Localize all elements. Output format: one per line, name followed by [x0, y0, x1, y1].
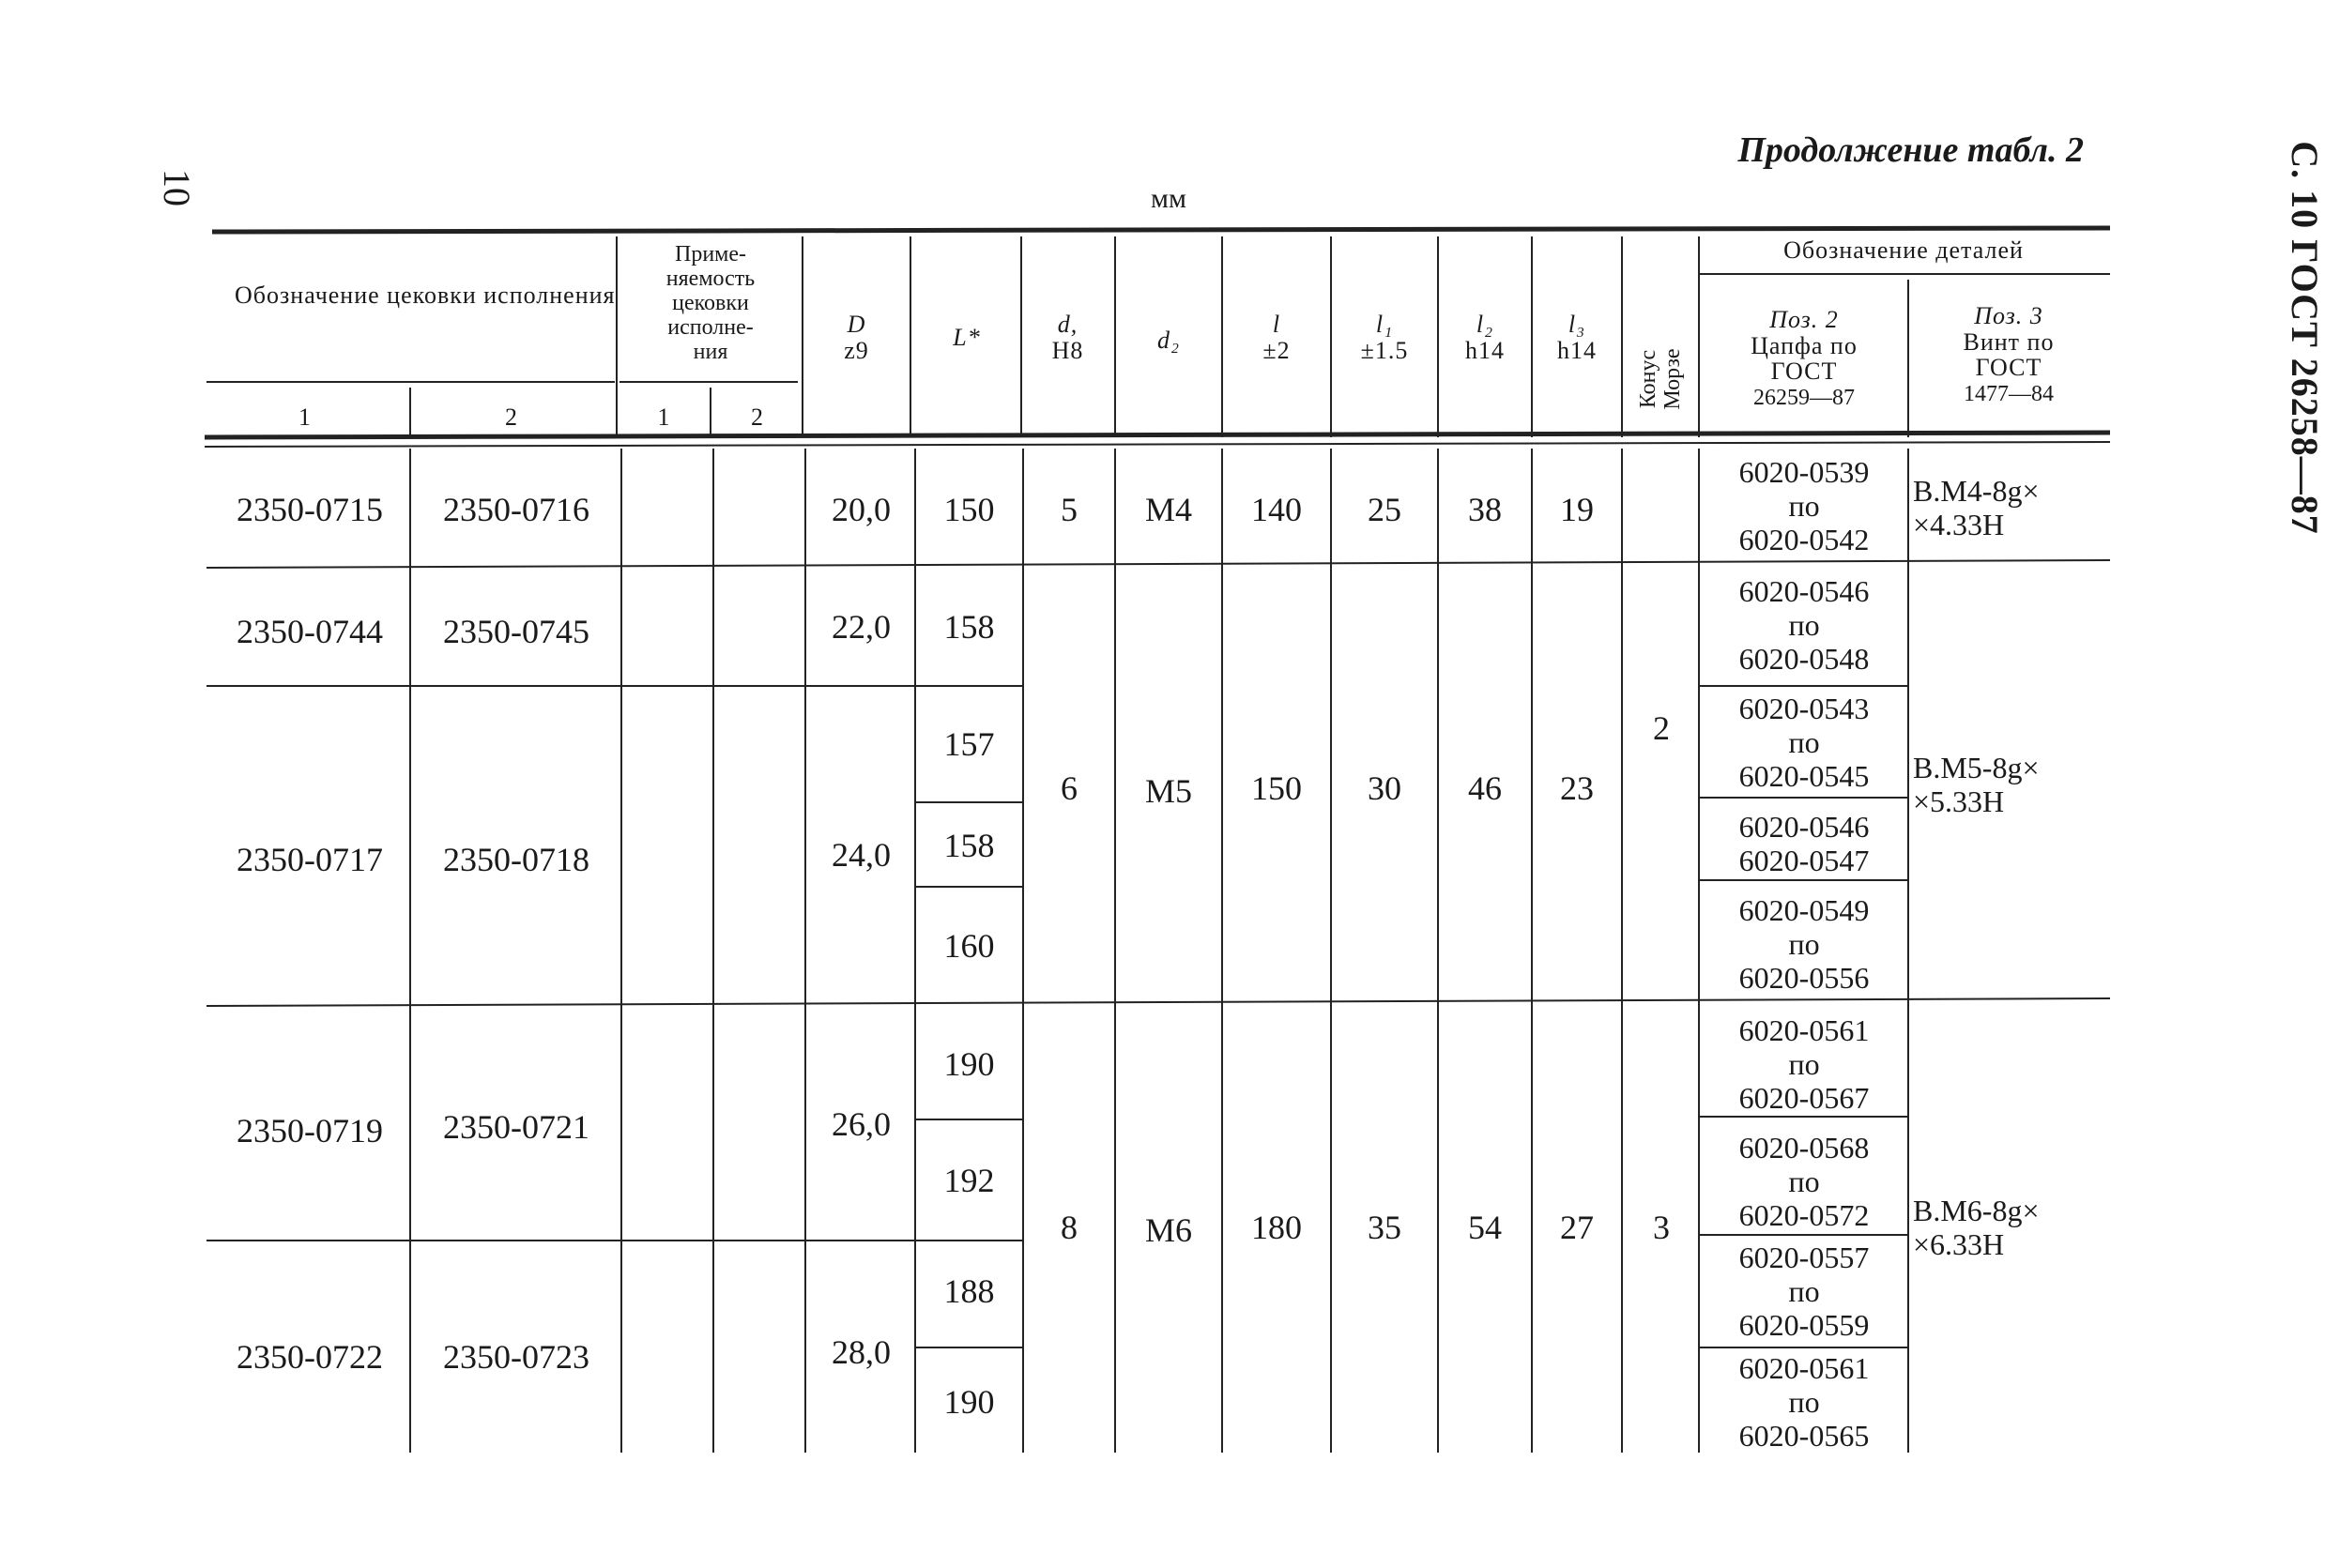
row4-designation2: 2350-0721	[443, 1108, 589, 1146]
group1-l: 140	[1251, 491, 1302, 528]
row1-designation2: 2350-0716	[443, 491, 589, 528]
header-applicability-col1: 1	[657, 403, 671, 431]
header-morse-taper: Конус Морзе	[1636, 348, 1685, 410]
row5-L1: 188	[943, 1272, 995, 1310]
group3-l1: 35	[1368, 1209, 1401, 1246]
header-l-tolerance: ±2	[1262, 337, 1291, 364]
group2-l1: 30	[1368, 769, 1401, 807]
row4-L2: 192	[943, 1162, 995, 1199]
header-pos3-desc: Винт по ГОСТ	[1963, 328, 2055, 381]
header-d: d,	[1057, 311, 1078, 338]
row3-L3: 160	[943, 927, 995, 965]
header-d2: d₂	[1156, 327, 1181, 354]
group1-l3: 19	[1560, 491, 1594, 528]
header-l1: l₁	[1375, 311, 1394, 338]
header-D-tolerance: z9	[844, 337, 869, 364]
header-L: L*	[953, 324, 981, 351]
header-designation: Обозначение цековки исполнения	[235, 282, 616, 309]
group1-d: 5	[1061, 491, 1078, 528]
row2-designation1: 2350-0744	[237, 613, 383, 650]
row2-D: 22,0	[832, 608, 891, 646]
group3-d: 8	[1061, 1209, 1078, 1246]
row1-L: 150	[943, 491, 995, 528]
row4-D: 26,0	[832, 1105, 891, 1143]
header-applicability-col2: 2	[751, 403, 764, 431]
header-l1-tolerance: ±1.5	[1360, 337, 1409, 364]
morse-taper-2: 2	[1653, 709, 1670, 747]
pos3-screw-m6: B.M6-8g× ×6.33H	[1913, 1194, 2040, 1261]
units-label: мм	[1151, 183, 1186, 214]
pos2-range-6: 6020-0561 по 6020-0567	[1738, 1013, 1870, 1115]
header-l2: l₂	[1476, 311, 1494, 338]
header-pos2-desc: Цапфа по ГОСТ	[1751, 332, 1858, 385]
row4-L1: 190	[943, 1045, 995, 1083]
group2-l3: 23	[1560, 769, 1594, 807]
group2-l2: 46	[1468, 769, 1502, 807]
pos3-screw-m4: B.M4-8g× ×4.33H	[1913, 474, 2040, 541]
group2-d: 6	[1061, 769, 1078, 807]
header-designation-col1: 1	[298, 403, 312, 431]
row1-designation1: 2350-0715	[237, 491, 383, 528]
row4-designation1: 2350-0719	[237, 1112, 383, 1149]
row3-D: 24,0	[832, 836, 891, 874]
row1-D: 20,0	[832, 491, 891, 528]
row3-designation1: 2350-0717	[237, 841, 383, 878]
page-number: 10	[156, 169, 198, 206]
header-pos2: Поз. 2	[1769, 306, 1839, 333]
row5-L2: 190	[943, 1383, 995, 1421]
header-l3: l₃	[1568, 311, 1586, 338]
header-pos3-standard: 1477—84	[1964, 382, 2054, 406]
header-designation-col2: 2	[505, 403, 518, 431]
header-l: l	[1272, 311, 1281, 338]
row2-L: 158	[943, 608, 995, 646]
row3-L2: 158	[943, 827, 995, 864]
pos2-range-9: 6020-0561 по 6020-0565	[1738, 1351, 1870, 1453]
pos2-range-8: 6020-0557 по 6020-0559	[1738, 1241, 1870, 1342]
group3-l3: 27	[1560, 1209, 1594, 1246]
pos2-range-1: 6020-0539 по 6020-0542	[1738, 455, 1870, 556]
pos2-range-7: 6020-0568 по 6020-0572	[1738, 1131, 1870, 1232]
row5-designation1: 2350-0722	[237, 1338, 383, 1376]
header-l2-tolerance: h14	[1465, 337, 1505, 364]
group1-l2: 38	[1468, 491, 1502, 528]
header-pos2-standard: 26259—87	[1753, 386, 1855, 410]
row5-designation2: 2350-0723	[443, 1338, 589, 1376]
row3-L1: 157	[943, 725, 995, 763]
group3-l: 180	[1251, 1209, 1302, 1246]
pos3-screw-m5: B.M5-8g× ×5.33H	[1913, 751, 2040, 818]
table-continuation-title: Продолжение табл. 2	[1737, 130, 2084, 170]
group2-l: 150	[1251, 769, 1302, 807]
group3-l2: 54	[1468, 1209, 1502, 1246]
pos2-range-3: 6020-0543 по 6020-0545	[1738, 692, 1870, 793]
header-pos3: Поз. 3	[1974, 302, 2043, 329]
group2-d2: M5	[1144, 772, 1192, 810]
pos2-range-2: 6020-0546 по 6020-0548	[1738, 574, 1870, 676]
pos2-range-5: 6020-0549 по 6020-0556	[1738, 893, 1870, 995]
header-applicability: Приме- няемость цековки исполне- ния	[665, 242, 756, 364]
pos2-range-4: 6020-0546 6020-0547	[1738, 810, 1870, 877]
group1-d2: M4	[1144, 491, 1192, 528]
group1-l1: 25	[1368, 491, 1401, 528]
header-parts: Обозначение деталей	[1783, 236, 2024, 264]
row2-designation2: 2350-0745	[443, 613, 589, 650]
document-side-title: С. 10 ГОСТ 26258—87	[2284, 141, 2326, 535]
group3-d2: M6	[1144, 1211, 1192, 1249]
header-l3-tolerance: h14	[1557, 337, 1597, 364]
row3-designation2: 2350-0718	[443, 841, 589, 878]
header-D: D	[847, 311, 866, 338]
row5-D: 28,0	[832, 1333, 891, 1371]
morse-taper-3: 3	[1653, 1209, 1670, 1246]
header-d-tolerance: H8	[1051, 337, 1084, 364]
